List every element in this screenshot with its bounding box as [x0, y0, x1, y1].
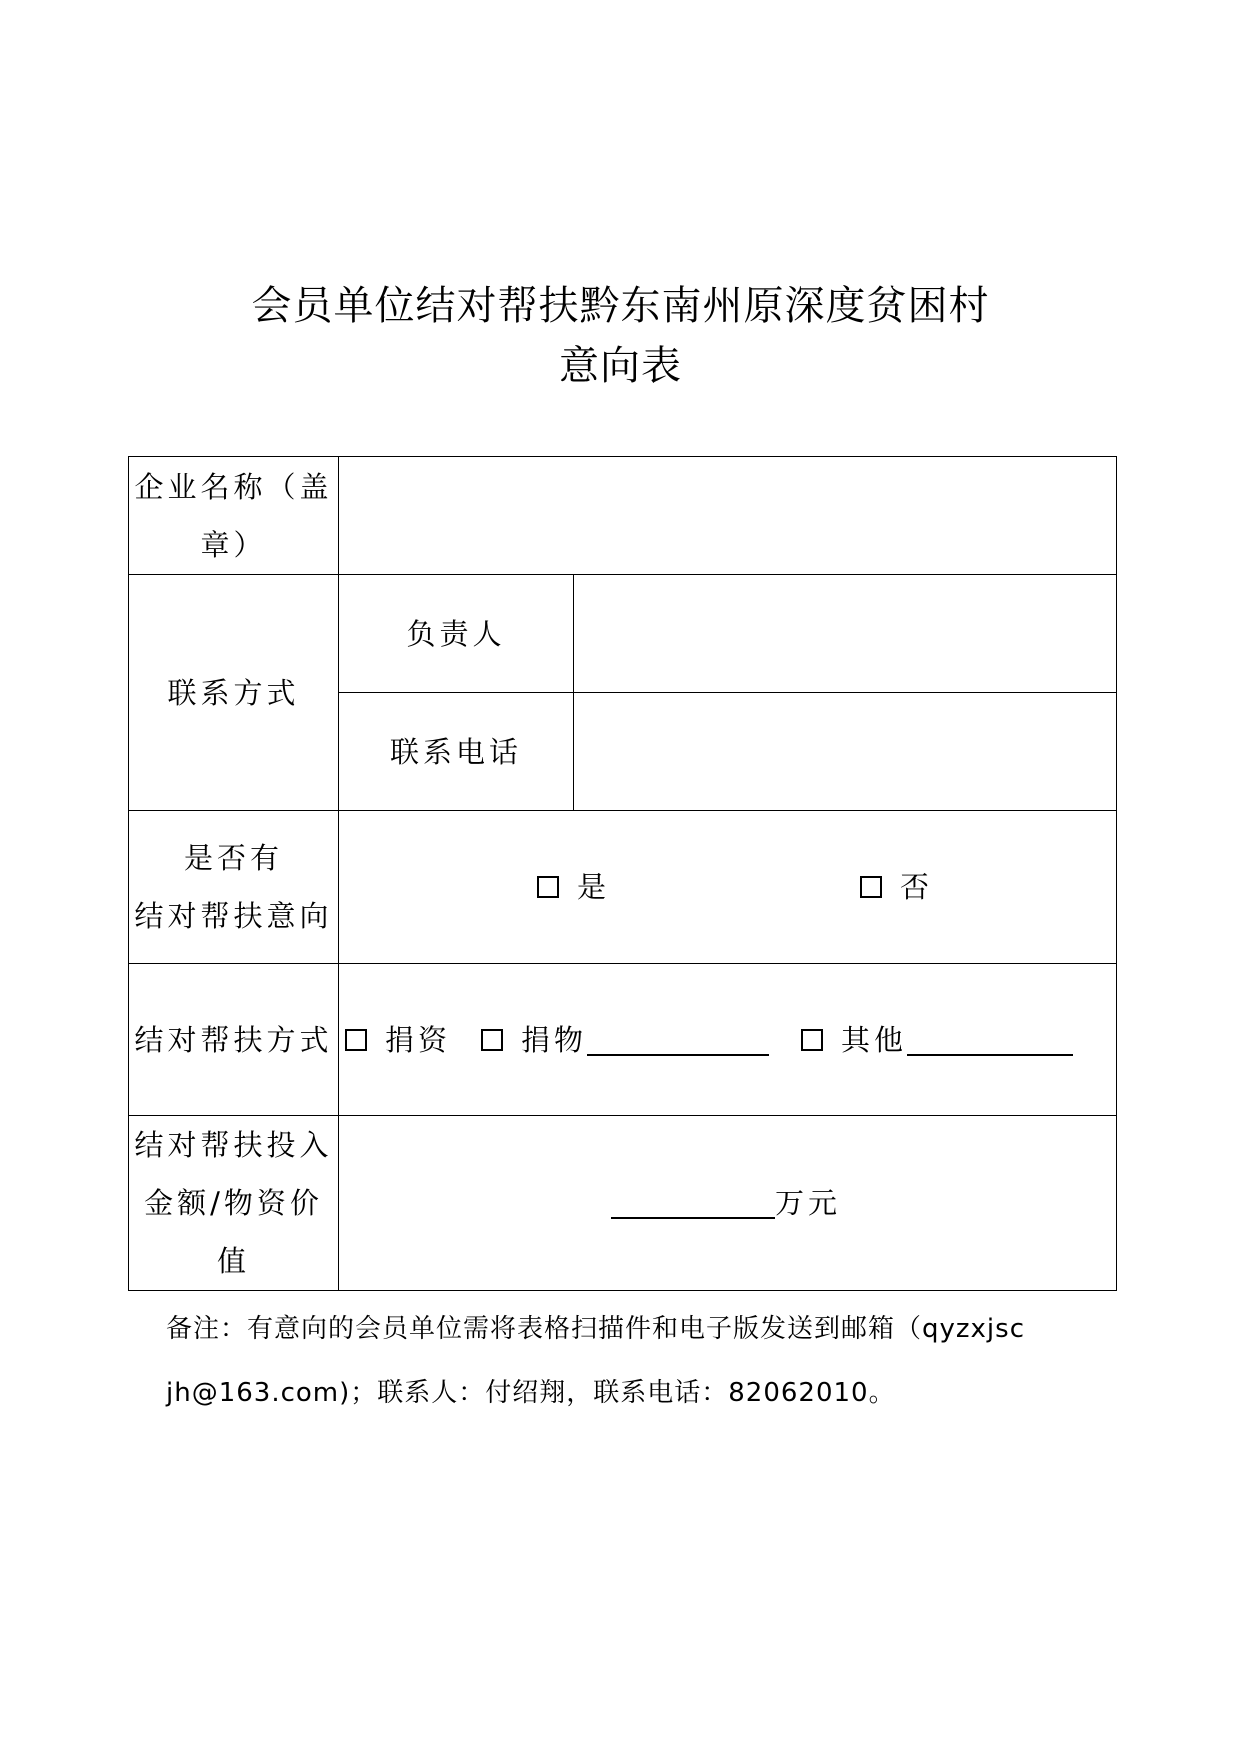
company-name-label-line-2: 章） [200, 527, 267, 562]
company-name-row [129, 457, 1117, 575]
method-other-blank[interactable] [907, 1024, 1073, 1056]
intent-yes-label: 是 [577, 870, 611, 904]
method-other-label: 其他 [841, 1022, 908, 1057]
intent-no-label: 否 [900, 870, 934, 904]
amount-unit: 万元 [775, 1186, 842, 1220]
intent-form-table [128, 456, 1117, 1291]
method-label: 结对帮扶方式 [129, 964, 339, 1116]
method-goods-option[interactable] [481, 1011, 769, 1069]
method-goods-blank[interactable] [587, 1024, 769, 1056]
phone-field[interactable] [574, 693, 1117, 811]
form-title-line-2: 意向表 [559, 343, 682, 389]
amount-field [339, 1116, 1117, 1291]
intent-yes-option[interactable] [537, 858, 610, 916]
method-funds-option[interactable] [345, 1011, 451, 1069]
method-other-option[interactable] [801, 1011, 1073, 1069]
amount-label-line-3: 值 [216, 1244, 250, 1278]
method-funds-label: 捐资 [385, 1022, 452, 1057]
responsible-label: 负责人 [339, 575, 574, 693]
amount-label [129, 1116, 339, 1291]
method-options [339, 964, 1117, 1116]
intent-row [129, 811, 1117, 964]
responsible-field[interactable] [574, 575, 1117, 693]
intent-label-line-1: 是否有 [183, 841, 283, 875]
intent-label-line-2: 结对帮扶意向 [134, 899, 333, 933]
amount-row [129, 1116, 1117, 1291]
note-line-1: 备注：有意向的会员单位需将表格扫描件和电子版发送到邮箱（qyzxjsc [166, 1314, 1025, 1344]
amount-label-line-2: 金额/物资价 [144, 1186, 323, 1220]
intent-options [339, 811, 1117, 964]
method-row [129, 964, 1117, 1116]
phone-label: 联系电话 [339, 693, 574, 811]
contact-label: 联系方式 [129, 575, 339, 811]
intent-no-checkbox[interactable] [860, 876, 882, 898]
method-other-checkbox[interactable] [801, 1029, 823, 1051]
company-name-label [129, 457, 339, 575]
intent-no-option[interactable] [860, 858, 933, 916]
note-line-2: jh@163.com)；联系人：付绍翔，联系电话：82062010。 [166, 1378, 896, 1408]
company-name-field[interactable] [339, 457, 1117, 575]
intent-yes-checkbox[interactable] [537, 876, 559, 898]
method-funds-checkbox[interactable] [345, 1029, 367, 1051]
company-name-label-line-1: 企业名称（盖 [134, 469, 333, 504]
method-goods-label: 捐物 [521, 1022, 588, 1057]
amount-blank[interactable] [611, 1187, 775, 1219]
form-title-line-1: 会员单位结对帮扶黔东南州原深度贫困村 [251, 283, 990, 329]
intent-label [129, 811, 339, 964]
amount-label-line-1: 结对帮扶投入 [134, 1128, 333, 1162]
method-goods-checkbox[interactable] [481, 1029, 503, 1051]
responsible-row [129, 575, 1117, 693]
